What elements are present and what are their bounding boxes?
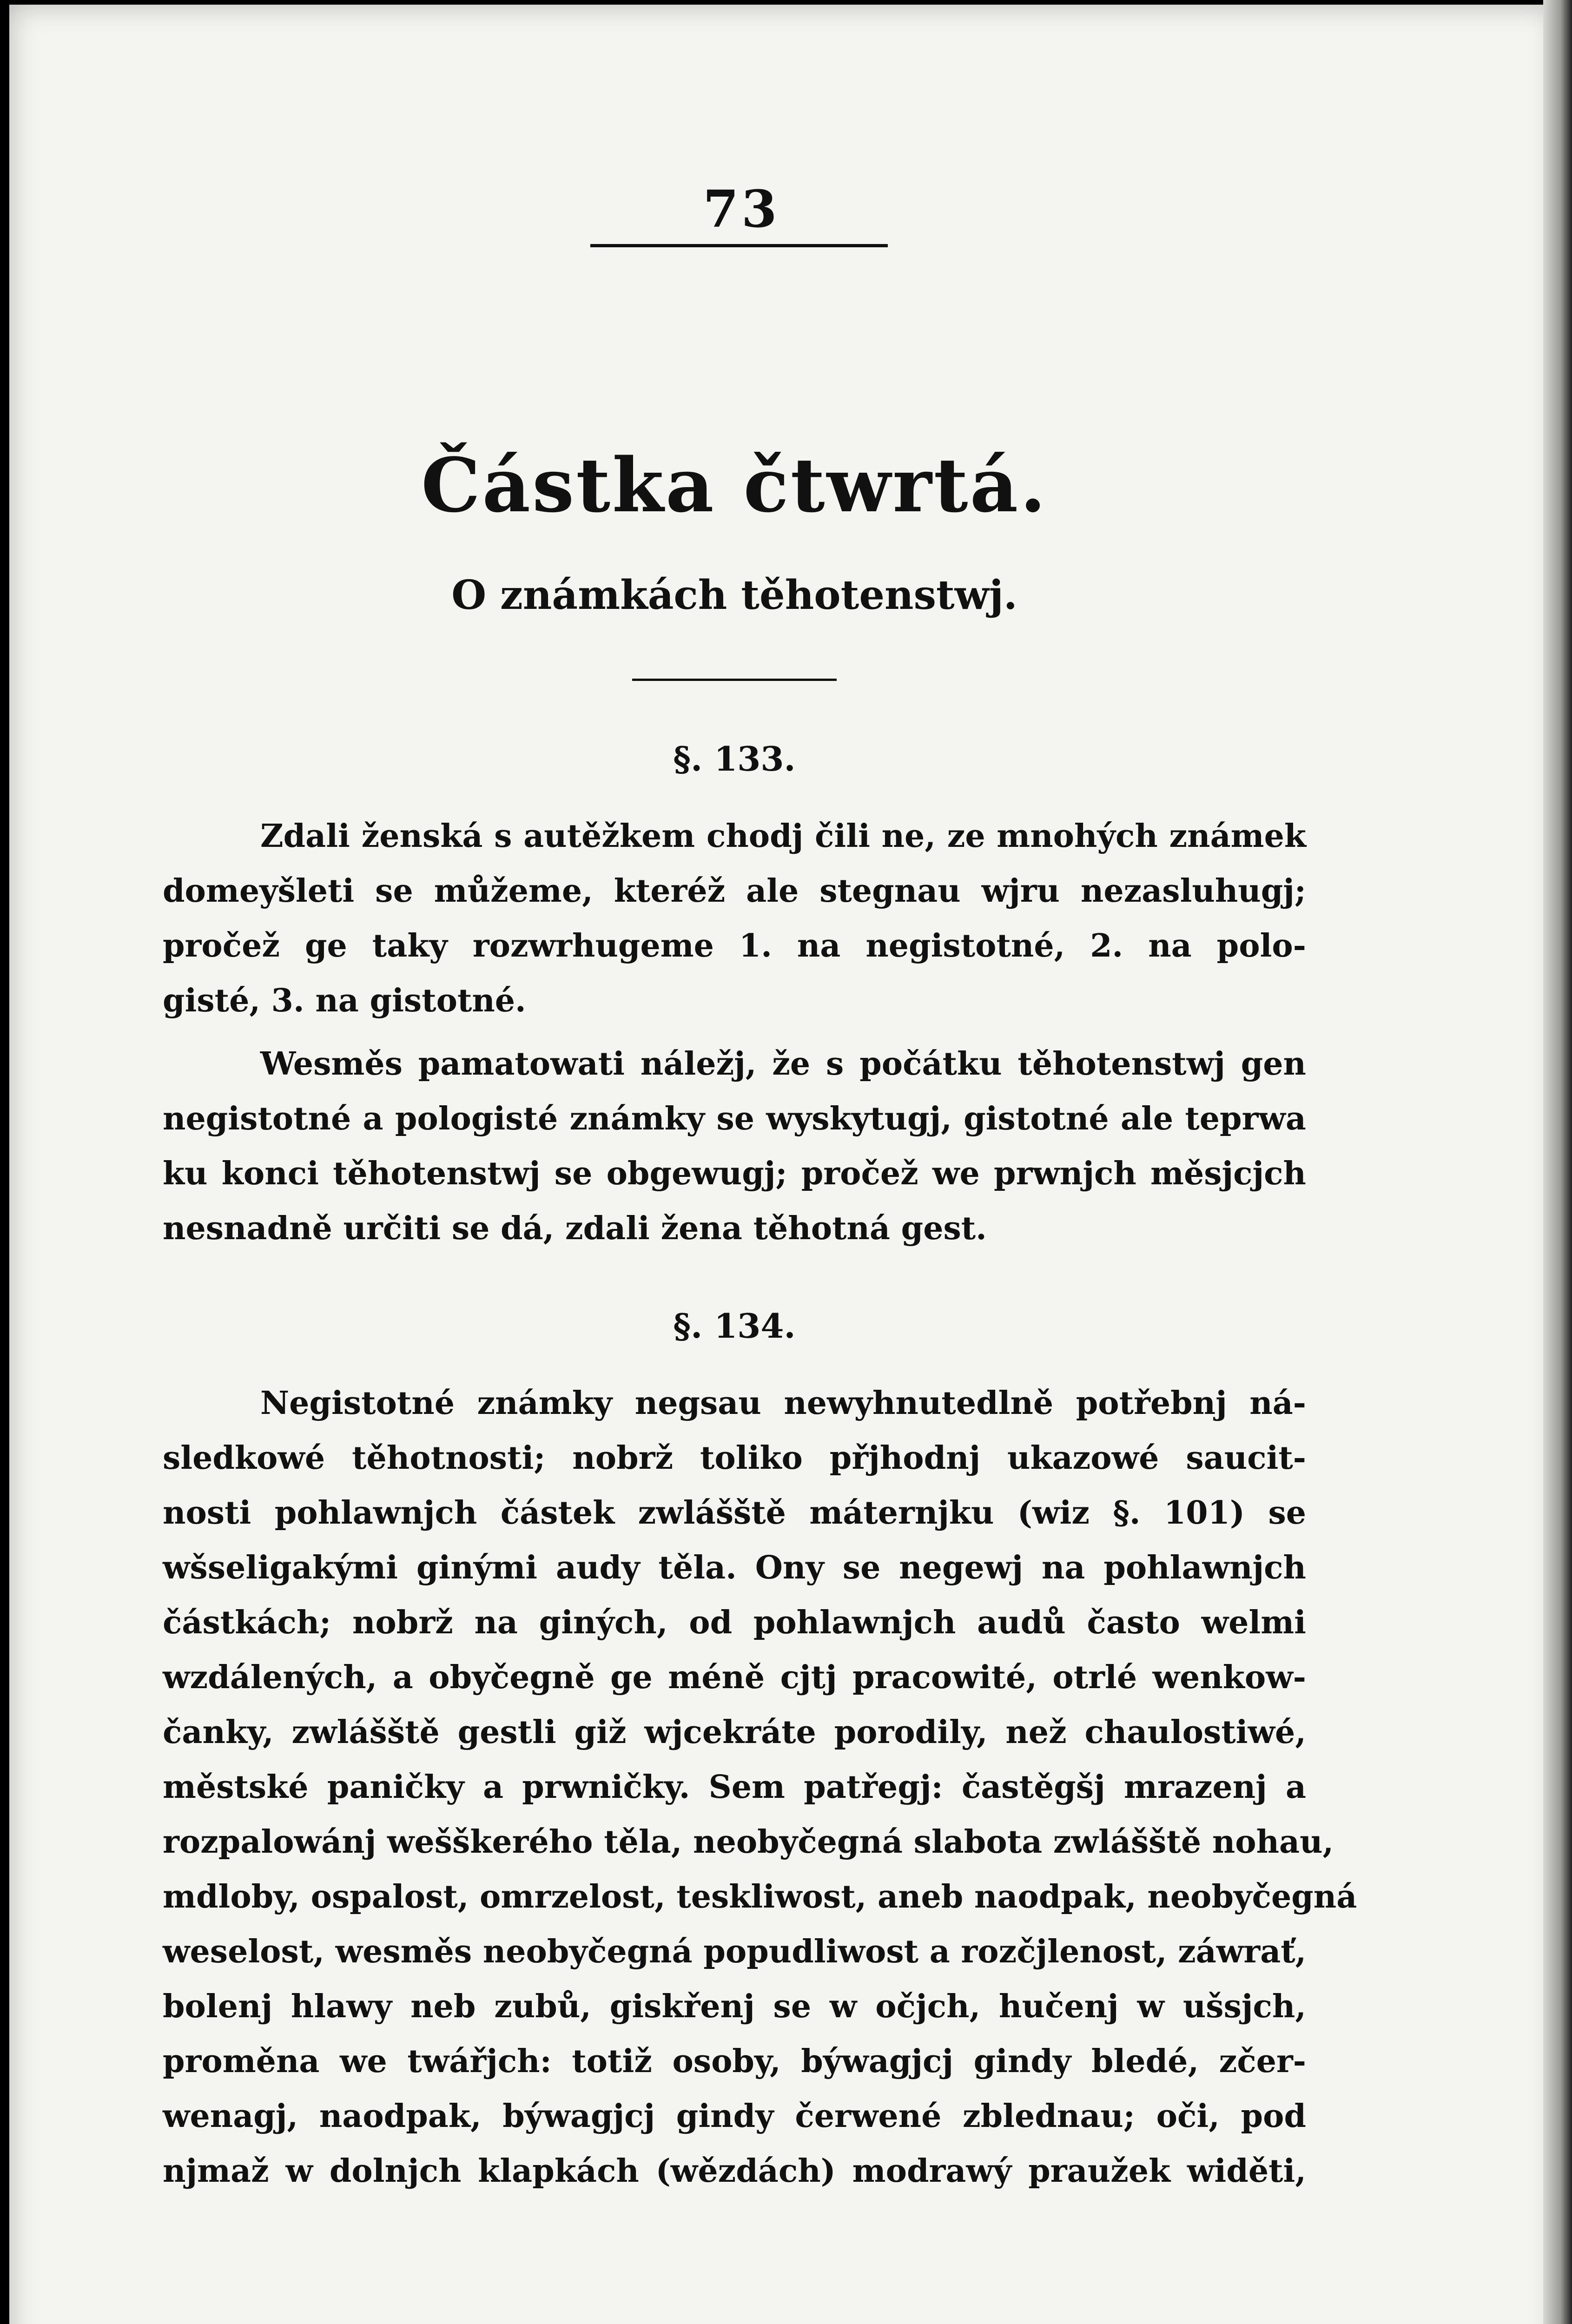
page-edge [1543, 0, 1572, 2324]
text-line: domeyšleti se můžeme, kteréž ale stegnau wjru nezasluhugj; [163, 872, 1306, 910]
text-line: weselost, wesměs neobyčegná popudliwost a rozčjlenost, záwrať, [163, 1933, 1307, 1970]
text-line: Wesměs pamatowati náležj, že s počátku těhotenstwj gen [260, 1045, 1306, 1083]
text-line: nosti pohlawnjch částek zwlášště máternjku (wiz §. 101) se [163, 1494, 1306, 1532]
text-line: čanky, zwlášště gestli giž wjcekráte porodily, než chaulostiwé, [163, 1714, 1306, 1751]
text-line: Zdali ženská s autěžkem chodj čili ne, ze mnohých známek [260, 818, 1306, 855]
page-number: 73 [703, 179, 780, 239]
chapter-heading: Částka čtwrtá. [421, 442, 1048, 529]
chapter-subheading: O známkách těhotenstwj. [451, 572, 1017, 619]
section-label-133: §. 133. [673, 739, 796, 779]
text-line: wšseligakými ginými audy těla. Ony se negewj na pohlawnjch [163, 1549, 1306, 1586]
text-line: ku konci těhotenstwj se obgewugj; pročež we prwnjch měsjcjch [163, 1155, 1306, 1192]
paragraph-134-1 [163, 1376, 1357, 2199]
text-line: pročež ge taky rozwrhugeme 1. na negistotné, 2. na polo- [163, 927, 1306, 964]
text-line: rozpalowánj wešškerého těla, neobyčegná slabota zwlášště nohau, [163, 1823, 1334, 1861]
text-line: njmaž w dolnjch klapkách (wězdách) modrawý praužek widěti, [163, 2152, 1306, 2190]
heading-rule [632, 679, 837, 681]
text-line: sledkowé těhotnosti; nobrž toliko přjhodnj ukazowé saucit- [163, 1439, 1306, 1477]
paragraph-133-1 [163, 809, 1306, 1028]
text-line: negistotné a pologisté známky se wyskytugj, gistotné ale teprwa [163, 1100, 1306, 1137]
text-line: částkách; nobrž na giných, od pohlawnjch audů často welmi [163, 1604, 1306, 1641]
text-line: Negistotné známky negsau newyhnutedlně potřebnj ná- [260, 1385, 1306, 1422]
text-line: městské paničky a prwničky. Sem patřegj: častěgšj mrazenj a [163, 1769, 1306, 1806]
text-line: mdloby, ospalost, omrzelost, teskliwost, aneb naodpak, neobyčegná [163, 1878, 1357, 1915]
text-line: gisté, 3. na gistotné. [163, 982, 526, 1019]
text-line: wzdálených, a obyčegně ge méně cjtj pracowité, otrlé wenkow- [163, 1659, 1306, 1696]
text-line: nesnadně určiti se dá, zdali žena těhotná gest. [163, 1210, 987, 1247]
text-line: wenagj, naodpak, býwagjcj gindy čerwené zblednau; oči, pod [163, 2098, 1306, 2135]
paragraph-133-2 [163, 1037, 1306, 1256]
text-line: bolenj hlawy neb zubů, giskřenj se w očjch, hučenj w ušsjch, [163, 1988, 1306, 2025]
section-label-134: §. 134. [673, 1306, 796, 1346]
header-rule [590, 244, 888, 247]
text-line: proměna we twářjch: totiž osoby, býwagjcj gindy bledé, zčer- [163, 2043, 1306, 2080]
